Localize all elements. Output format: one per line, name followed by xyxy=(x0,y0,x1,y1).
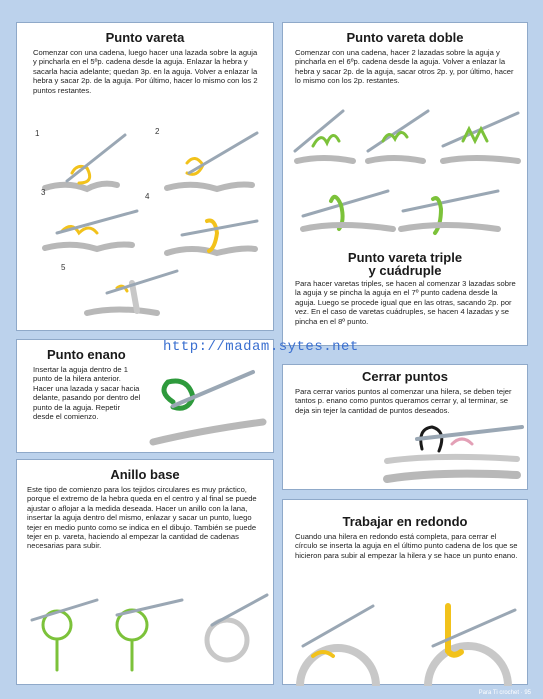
section-text: Para cerrar varios puntos al comenzar una hilera, se deben tejer tantos p. enano como puntos queramos cerrar y, al terminar, se deja sin tejer la cantidad de puntos deseados. xyxy=(295,387,512,415)
cerrar-puntos-illustration xyxy=(377,409,527,489)
section-text: Comenzar con una cadena, hacer 2 lazadas sobre la aguja y pincharla en el 6ºp. cadena desde la aguja. Volver a enlazar la hebra y sacar 2p. de la aguja, sacar otros 2p. y, por último, hacer lo mismo con los 2p. restantes. xyxy=(295,48,514,86)
section-text: Cuando una hilera en redondo está completa, para cerrar el círculo se inserta la aguja en el último punto cadena de los que se hicieron para subir al empezar la hilera y se hace un punto enano. xyxy=(295,532,518,560)
step-number: 3 xyxy=(41,188,46,197)
trabajar-redondo-illustrations xyxy=(283,576,527,686)
section-title: Cerrar puntos xyxy=(362,369,448,384)
step-number: 5 xyxy=(61,263,66,272)
section-title: Punto vareta triple xyxy=(347,250,463,265)
step-number: 4 xyxy=(145,192,150,201)
section-title: Punto vareta xyxy=(105,30,185,45)
step-number: 2 xyxy=(155,127,160,136)
section-title: Trabajar en redondo xyxy=(342,514,468,529)
anillo-base-illustrations xyxy=(17,580,273,680)
section-text: Para hacer varetas triples, se hacen al comenzar 3 lazadas sobre la aguja y se pincha la aguja en el 7º punto cadena desde la aguja. Luego se procede igual que en las otras, sacando 2p. por vez. En el caso de varetas cuádruples, se hacen 4 lazadas y se pincha en el 8º punto. xyxy=(295,279,516,326)
section-anillo-base xyxy=(16,459,274,685)
section-punto-vareta xyxy=(16,22,274,331)
step-number: 1 xyxy=(35,129,40,138)
punto-enano-illustration xyxy=(143,362,273,452)
section-text: Este tipo de comienzo para los tejidos circulares es muy práctico, porque el extremo de la hebra queda en el centro y al final se puede ajustar o aflojar a la medida deseada. Hacer un anillo con la lana, insertar la aguja dentro del mismo, enlazar y sacar un punto, luego tejer en medio punto como se indica en el dibujo. También se puede tejer en p. vareta, haciendo al empezar la cantidad de cadenas necesarias para subir. xyxy=(27,485,257,551)
punto-vareta-illustrations xyxy=(17,123,273,323)
section-punto-vareta-doble xyxy=(282,22,528,346)
punto-vareta-doble-illustrations xyxy=(283,101,527,241)
section-punto-enano xyxy=(16,339,274,453)
section-subtitle: y cuádruple xyxy=(368,263,442,278)
section-cerrar-puntos xyxy=(282,364,528,490)
section-text: Comenzar con una cadena, luego hacer una lazada sobre la aguja y pincharla en el 5ºp. cadena desde la aguja. Enlazar la hebra y sacarla hacia adelante; quedan 3p. en la aguja. Volver a enlazar la hebra y sacar 2p. de la aguja. Por último, hacer lo mismo con los 2 puntos restantes. xyxy=(33,48,258,95)
watermark-url: http://madam.sytes.net xyxy=(163,339,359,355)
section-title: Punto enano xyxy=(47,347,126,362)
section-title: Anillo base xyxy=(110,467,180,482)
section-text: Insertar la aguja dentro de 1 punto de la hilera anterior. Hacer una lazada y sacar hacia delante, pasando por dentro del punto de la aguja. Repetir desde el comienzo. xyxy=(33,365,141,422)
page-footer: Para Ti crochet · 95 xyxy=(478,690,531,696)
section-title: Punto vareta doble xyxy=(346,30,464,45)
section-trabajar-redondo xyxy=(282,499,528,685)
